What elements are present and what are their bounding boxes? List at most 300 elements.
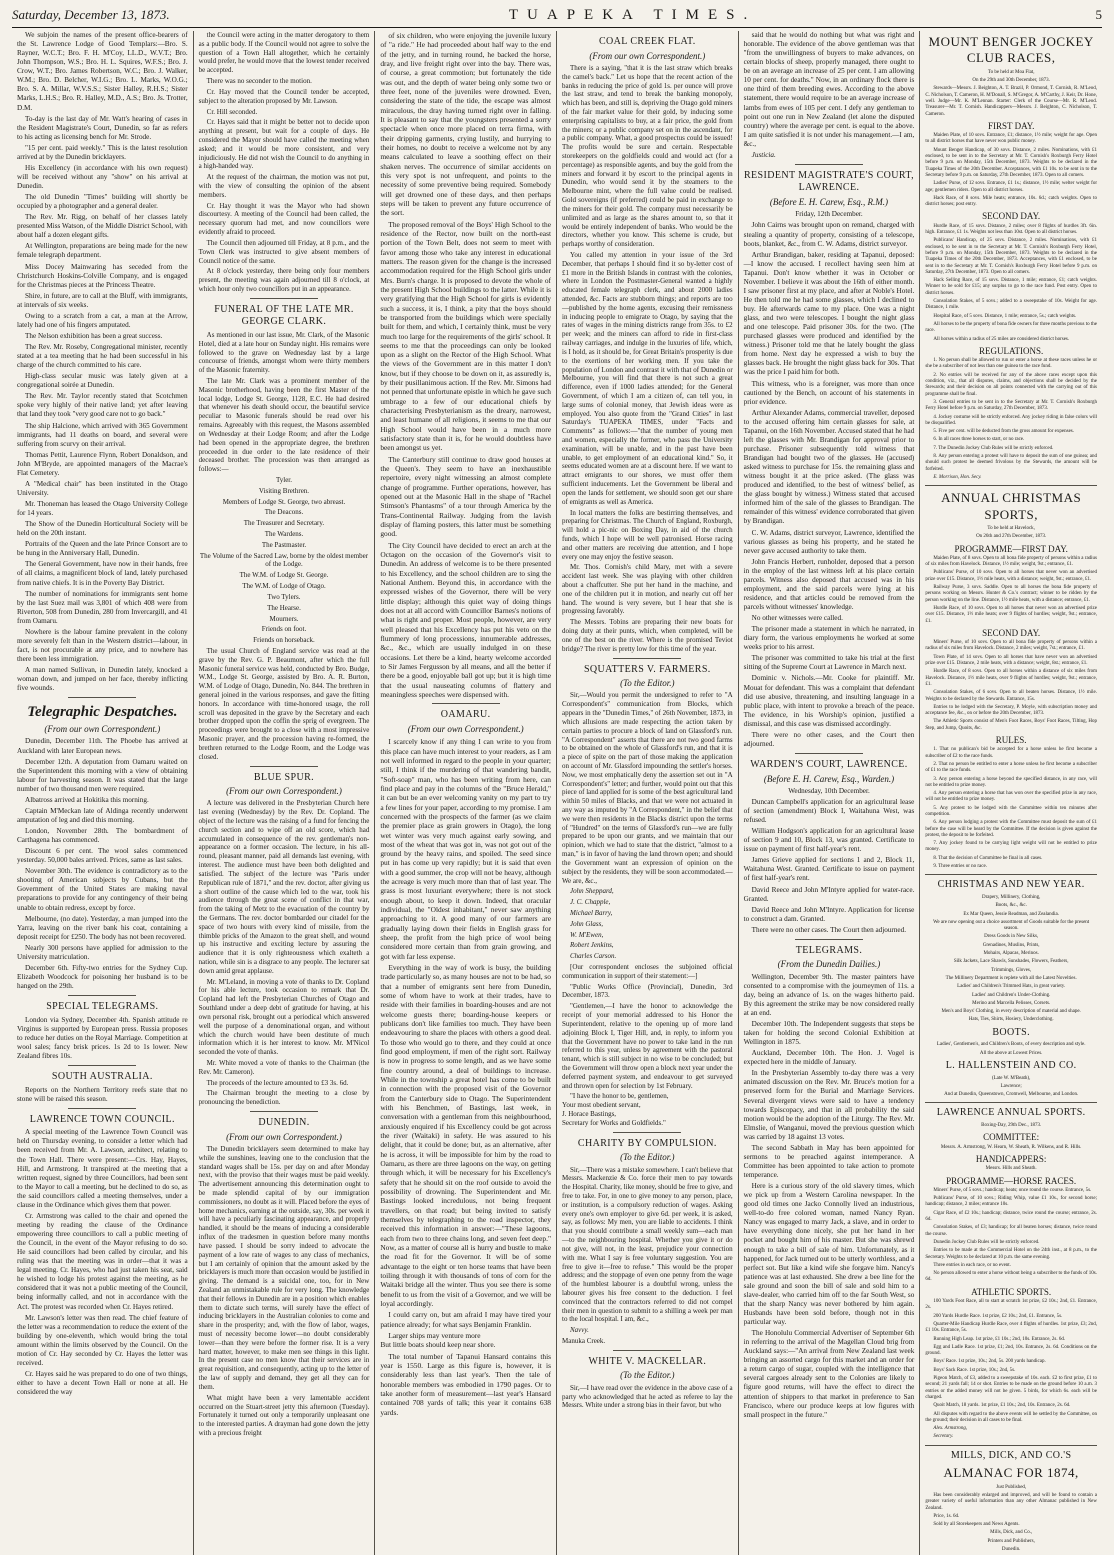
boots-lines	[925, 1042, 1097, 1057]
funeral-heading: FUNERAL OF THE LATE MR. GEORGE CLARK.	[214, 303, 354, 328]
goods-line: Merino and Marcella Pelisses, Corsets.	[972, 1000, 1051, 1006]
havelock-advert	[925, 490, 1097, 870]
coal-creek-heading: COAL CREEK FLAT.	[598, 36, 696, 47]
coal-creek	[562, 64, 733, 654]
athletic-entry: All disputes with regard to the above events will be settled by the Committee, on the ground; their decision in all cases to be final.	[925, 1411, 1097, 1423]
south-australia-heading: SOUTH AUSTRALIA.	[51, 1071, 153, 1082]
athletic-entry: 200 Yards Hurdle Race. 1st prize, £2 10s.; 2nd, £1. Entrance, 5s.	[933, 1313, 1063, 1319]
race-regulations-heading: REGULATIONS.	[979, 345, 1044, 356]
squatters-heading: SQUATTERS V. FARMERS.	[583, 663, 711, 675]
oamaru-paragraph: Everything in the way of work is busy, the building trade particularly so, as many houses are not to be had, so that a number of emigrants sent here from Dunedin, some of whom have to work at their trades, have to reside with their families in boarding-houses and are not welcome guests there; boarding-house keepers or publicans don't like families too much. They have been endeavouring to share the places with others a good deal. To those who would go to there, and they could at once find good employment, if men of the right sort. Railway is now in progress to some length, and as we have some fine country around, a deal of buildings to increase. While in the township a great hotel has come to be built in connection with the proposed visit of the Governor from the Canterbury side to Otago. The Superintendent with his Benchmen, of Bastings, last week, in conversation with a gentleman from this neighbourhood, anxiously enquired if his Excellency could be got across the river (Waitaki) in safety. He was assured to his delight, that it could be done; but, as an alternative, after he is across, it will be impossible for him by the road to Oamaru, as there are three lagoons on the way, on getting through which, it will be necessary for his Excellency's safety that he should sit on the roof outside to avoid the possibility of drowning. The Superintendent and Mr. Bastings looked incredulous, not being frequent travellers, on that road; but being invited to satisfy themselves by telegraphing to the road inspector, they received this information in answer:—"These lagoons, each from two to three chains long, and seven feet deep." Now, as a matter of course all is hurry and bustle to make the road fit for the Governor. It will be of some advantage to the eight or ten horse teams that have been toiling through it with thousands of tons of corn for the Waitaki bridge all the winter. Thus you see there is some benefit to us from the visit of a Governor, and we will be loyal accordingly.	[380, 963, 551, 1308]
havelock-rules-heading: RULES.	[995, 735, 1027, 745]
court-paragraph: C. W. Adams, district surveyor, Lawrence, identified the various glasses as being his property, and he stated he never gave accused authority to take them.	[743, 528, 915, 555]
white-mackellar-cont	[744, 31, 915, 149]
sports-committee: Messrs. A. Armstrong, W. Hearn, W. Sheath, R. Wilkens, and R. Hills.	[940, 1144, 1082, 1150]
programme-entry: Cigar Race, of £2 10s.; handicap; distance, twice round the course; entrance, 2s. 6d.	[925, 1210, 1097, 1223]
programme-entry: Three entries in each race, or no event.	[933, 1262, 1011, 1268]
athletic-entry: Egg and Ladle Race. 1st prize, £1; 2nd, 10s. Entrance, 2s. 6d. Conditions on the ground.	[925, 1344, 1097, 1357]
goods-line: Men's and Boys' Clothing, in every description of material and shape.	[941, 1009, 1081, 1015]
local-paragraph: Portraits of the Queen and the late Prince Consort are to be hung in the Anniversary Hall, Dunedin.	[17, 540, 188, 558]
race-entry: Maiden Plate, of 8 sovs. Open to all bona fide property of persons within a radius of six miles from Havelock. Distance, 1½ mile; weight, 9st.; entrance, £1.	[925, 555, 1097, 568]
procession-item: Friends on horseback.	[253, 636, 315, 645]
wardens-court	[744, 798, 915, 935]
local-paragraph: Mr. Thoneman has leased the Otago University College for 14 years.	[17, 500, 188, 518]
firm-place: Lawrence;	[1000, 1083, 1022, 1089]
white-mackellar-sub: (To the Editor.)	[620, 1370, 675, 1381]
funeral-text-2	[199, 647, 370, 762]
funeral-paragraph: The late Mr. Clark was a prominent member of the Masonic brotherhood, having been the first Master of the local lodge, Lodge St. George, 1128, E.C. He had desired that whenever his death should occur, the beautiful service peculiar to Masonic funerals should be read over his remains. Agreeably with this request, the Masons assembled on Wednesday at their Lodge Room; and after the Lodge had been opened in the appropriate degree, the brethren proceeded in due order to the late residence of their deceased brother. The procession was then arranged as follows:—	[198, 377, 370, 474]
athletic-entry: Quoit Match, 18 yards. 1st prize, £1 10s.; 2nd, 10s. Entrance, 2s. 6d.	[933, 1403, 1071, 1409]
squatters-sub: (To the Editor.)	[620, 678, 675, 689]
advert-line: Ladies', Gentlemen's, and Children's Boots, of every description and style.	[936, 1042, 1086, 1048]
coal-creek-paragraph: In local matters the folks are bestirring themselves, and preparing for Christmas. The Church of England, Roxburgh, will hold a pic-nic on Boxing Day, in aid of the church funds, which I hope will be well patronised. Horse racing and other matters are receiving due attention, and I hope every one may enjoy the festive season.	[562, 508, 733, 561]
local-paragraph: To-day is the last day of Mr. Watt's hearing of cases in the Resident Magistrate's Court, Dunedin, so far as refers to his acting as licensing bench for Mr. Strode.	[17, 114, 188, 141]
blue-spur-paragraph: Mr. M'Leland, in moving a vote of thanks to Dr. Copland for his able lecture, took occasion to remark that Dr. Copland had left the Presbyterian Churches of Otago and Southland under a deep debt of gratitude for having, at his own personal risk, brought out a periodical which answered well the purpose of a denominational organ, and without which the church would have been destitute of much information which it is her interest to know. Mr. M'Nicol seconded the vote of thanks.	[198, 977, 370, 1057]
race-venue: To be held at Moa Flat,	[987, 69, 1035, 75]
rule: 4. Any person entering a horse that has won over the specified prize in any race, will not be entitled to prize money.	[925, 791, 1097, 803]
council-paragraph: Cr. Hill seconded.	[206, 107, 258, 116]
court-paragraph: David Reece and John M'Intyre. Application for license to construct a dam. Granted.	[743, 905, 915, 923]
blue-spur-paragraph: A lecture was delivered in the Presbyterian Church here last evening (Wednesday) by the Rev. Dr. Copland. The object of the lecture was the raising of a fund for fencing the church section and to wipe off an old score, which had accumulated in consequence of the rev. gentleman's non-appearance on a former occasion. The lecture, in his all-round, pleasant manner, paid all demands last evening, with interest. The audience must have been both delighted and satisfied. The subject of the lecture was "Paris under Republican rule of 1871," and the rev. doctor, after giving us a short outline of the cause which led to the war, took his audience through the great scene of conflict in that war, from the taking of Metz to the evacuation of the country by the Germans. The rev. doctor bombarded our citadel for the space of two hours with every kind of missile, from the thimble pricks of the Amazon to the great shell, and wound up his instructive and exciting lecture by assuring the audience that it is only righteousness which exalteth a nation, while sin is a disgrace to any people. The lecturer sat down amid great applause.	[198, 799, 370, 975]
race-entry: Publicans' Purse, of 10 sovs. Open to all horses that never won an advertised prize over £15. Distance, 1½ mile heats, with a distance; weight, 9st.; entrance, £1.	[925, 570, 1097, 582]
race-entry: The Athletic Sports consist of Men's Foot Races, Boys' Foot Races, Tilting, Hop Step, and Jump, Quoits, &c.	[925, 719, 1097, 731]
race-entry: Mount Benger Handicap, of 30 sovs. Distance, 2 miles. Nominations, with £1 enclosed, to be sent in to the Secretary at Mr. T. Cornish's Roxburgh Ferry Hotel before 9 p.m. on Monday, 15th December, 1873. Weights to be declared in the Tuapeka Times of the 20th December. Acceptances, with £1 10s. to be sent in to the Secretary before 9 p.m. on Saturday, 27th December, 1873. Open to all comers.	[925, 147, 1097, 178]
dunedin-paragraph: What might have been a very lamentable accident occurred on the Stuart-street jetty this afternoon (Tuesday). Fortunately it turned out only a temporarily unpleasant one to the interested parties. A drayman had gone down the jetty with a precious freight	[198, 1393, 370, 1437]
note-paragraph: "Public Works Office (Provincial), Dunedin, 3rd December, 1873.	[562, 982, 733, 1000]
special-telegrams	[17, 1016, 188, 1061]
goods-line: Ladies' and Children's Under-Clothing.	[971, 992, 1051, 998]
dunedin-sub: (From our own Correspondent.)	[226, 1131, 342, 1142]
sports-advert	[925, 1107, 1097, 1440]
race-entry: Publicans' Handicap, of 25 sovs. Distance, 2 miles. Nominations, with £1 enclosed, to be sent in to the Secretary at Mr. T. Cornish's Roxburgh Ferry Hotel, before 9 p.m. on Monday, 15th December, 1873. Weights to be declared in the Tuapeka Times of the 20th December, 1873. Acceptances, with £1 enclosed, to be sent in to the Secretary at Mr. T. Cornish's Roxburgh Ferry Hotel before 9 p.m. on Saturday, 27th December, 1873. Open to all comers.	[925, 238, 1097, 275]
council-paragraph: Mr. Lawson's letter was then read. The chief feature of the letter was a recommendation to reduce the extent of the building by one-eleventh, which would bring the total amount within the limits observed by the Council. On the motion of Cr. Hay seconded by Cr. Hayes the letter was received.	[17, 1313, 188, 1367]
court-paragraph: The prisoner made a statement in which he narrated, in diary form, the various employments he worked at some weeks prior to his arrest.	[743, 625, 915, 652]
procession-item: Two Tylers.	[267, 592, 301, 601]
programme-entry: Consolation Stakes, of £3; handicap; for all beaten horses; distance, twice round the course.	[925, 1225, 1097, 1237]
athletic-heading: ATHLETIC SPORTS.	[971, 1286, 1052, 1297]
white-mackellar-heading: WHITE V. MACKELLAR.	[588, 1355, 707, 1367]
athletic-signature: Alex. Armstrong,	[933, 1426, 968, 1432]
sports-date: Boxing-Day, 29th Dec., 1873.	[981, 1122, 1042, 1128]
charity-paragraph: Sir,—There was a mistake somewhere. I can't believe that Messrs. Mackenzie & Co. force their men to pay towards the Hospital. Charity, like money, should be free to give, and free to take. For, in one to give money to any person, place, or institution, is a compulsory reduction of wages. Asking every one's own employer to give 6d. per week, it is asked, say, as follows: My men, you are liable to accidents. I think that you should contribute a small weekly sum—each man—to the neighbouring hospital. Whether you give it or do not give, will not, in the least, prejudice your connection with me. What I say is free voluntary suggestion. You are free to give it—free to refuse." This would be the proper address; and the stoppage of even one penny from the wage of the humblest labourer is a doubtful wrong, unless the labourer gives his free consent to the deduction. I feel convinced that the contractors referred to did not compel their men in question to submit to a shilling a week per man to the local hospital. I am, &c.,	[562, 1165, 733, 1324]
almanac-heading: ALMANAC FOR 1874,	[943, 1465, 1079, 1481]
athletic-signature-title: Secretary.	[933, 1434, 954, 1440]
telegram-paragraph: Wellington, December 9th. The master painters have consented to a compromise with the journeymen of 11s. a day, being an advance of 1s. on the wages hitherto paid. By this agreement the strike may be now considered really at an end.	[743, 972, 915, 1017]
white-mackellar	[562, 1384, 733, 1410]
local-paragraph: A man named Sullivan, in Dunedin lately, knocked a woman down, and jumped on her face, thereby inflicting five wounds.	[17, 666, 188, 693]
despatch-paragraph: November 30th. The evidence is contradictory as to the shooting of American subjects by Cubans, but the Government of the United States are making naval preparations to provide for any contingency of their being unable to obtain redress, except by force.	[17, 867, 188, 912]
local-paragraph: A "Medical chair" has been instituted in the Otago University.	[17, 479, 188, 497]
almanac-sub: Just Published,	[996, 1484, 1027, 1490]
rule: 7. Any jockey found to be carrying light weight will not be entitled to prize money.	[925, 841, 1097, 853]
procession-item: The Treasurer and Secretary.	[243, 519, 325, 528]
letter-paragraph: said that he would do nothing but what was right and honorable. The evidence of the above gentleman was that "from the unwillingness of buyers to make advances, on certain blocks of sheep, properly managed, there ought to be on an average an increase of 25 per cent. I am allowing 10 per cent. for deaths." Now, in an ordinary flock there is one third of them breeding ewes. According to the above statement, there would require to be an average increase of lambs from ewes of 105 per cent. I defy any gentleman to point out one run in New Zealand (let alone the disputed country) where the average per cent. is equal to the above. I am quite satisfied it is not under his management.—I am, &c.,	[743, 31, 915, 148]
dunedin	[199, 1145, 370, 1438]
signature: John Sheppard,	[570, 887, 614, 896]
court-paragraph: There were no other cases. The Court then adjourned.	[751, 925, 906, 934]
race-advert	[925, 34, 1097, 481]
havelock-programme: PROGRAMME—FIRST DAY.	[954, 543, 1068, 554]
regulation: 4. Jockey costume will be strictly enforced. Any jockey riding in false colors will be disqualified.	[925, 414, 1097, 426]
local-paragraph: The Rev. Mr. Rigg, on behalf of her classes lately presented Miss Watson, of the Middle District School, with about half a dozen elegant gifts.	[17, 213, 188, 240]
local-paragraph: The General Government, have now in their hands, free of all claims, a magnificent block of land, lately purchased from native chiefs. It is in the Poverty Bay District.	[17, 560, 188, 587]
editor-note	[562, 963, 733, 1128]
dunedin-paragraph: The Canterbury still continue to draw good houses at the Queen's. They seem to have an inexhaustible repertoire, every night witnessing an almost complete change of programme. Further operations, however, has opened out at the Masonic Hall in the shape of "Rachel Stimson's Phantasms" of a tour through America by the Trans-Continental Railway. Judging from the lavish display of flaming posters, this latter must be something good.	[380, 454, 551, 539]
masthead-title: TUAPEKA TIMES.	[508, 7, 757, 23]
oamaru-paragraph: I could carry on, but am afraid I may have tired your patience already; for what says Benjamin Franklin.	[380, 1310, 551, 1329]
regulation: 5. Five per cent. will be deducted from the gross amount for expenses.	[933, 429, 1074, 435]
race-entry: Ladies' Purse, of 12 sovs. Entrance, £1 1s.; distance, 1½ mile; welter weight for age; gentlemen riders. Open to all district horses.	[925, 181, 1097, 193]
dunedin-paragraph: The City Council have decided to erect an arch at the Octagon on the occasion of the Governor's visit to Dunedin. An address of welcome is to be there presented to his Excellency, and the school children are to sing the National Anthem. Beyond this, in accordance with the expressed wishes of the Governor, there will be very little display; although this quiet way of doing things does not at all accord with Councillor Barnes's notions of what is right and proper. Most people, however, are very well pleased that his Excellency has put his veto on the flummery of long processions, innumerable addresses, &c., &c., which are usually indulged in on these occasions. Let there be a kind, hearty welcome accorded to Sir James Fergusson by all means, and all the better if there be a good, enjoyable ball got up; but it is high time that the usual nauseating columns of flattery and meaningless speeches were dispensed with.	[380, 540, 551, 699]
rule: 5. Any protest to be lodged with the Committee within ten minutes after competition.	[925, 805, 1097, 817]
funeral-paragraph: As mentioned in our last issue, Mr. Clark, of the Masonic Hotel, died at a late hour on Sunday night. His remains were followed to the grave on Wednesday last by a large concourse of friends, amongst whom were thirty members of the Masonic fraternity.	[198, 330, 370, 375]
havelock-first-list	[925, 556, 1097, 625]
programme-entry: No person allowed to enter a horse without being a subscriber to the funds of 10s. 6d.	[925, 1271, 1097, 1283]
oamaru-sub: (From our own Correspondent.)	[407, 723, 524, 734]
blue-spur-paragraph: The Chairman brought the meeting to a close by pronouncing the benediction.	[198, 1089, 370, 1107]
column-3	[375, 31, 557, 1555]
rule: 1. That no publican's bid be accepted for a horse unless he first become a subscriber of £2 to the race funds.	[925, 747, 1097, 759]
race-second-day: SECOND DAY.	[982, 211, 1041, 222]
race-entry: Town Plate, of 14 sovs. Open to all horses that have never won an advertised prize over £15. Distance, 2 mile heats, with a distance; weight, 8st.; entrance, £1.	[925, 654, 1097, 667]
squatters	[562, 691, 733, 885]
columns	[12, 31, 1102, 1553]
race-entry: Hack Race, of 8 sovs. Mile heats; entrance, 10s. 6d.; catch weights. Open to district horses; post entry.	[925, 195, 1097, 208]
race-regulations	[925, 358, 1097, 473]
column-5	[739, 31, 921, 1555]
local-paragraph: The Rev. Mr. Roseby, Congregational minister, recently stated at a tea meeting that he had been successful in his charge of the church committed to his care.	[17, 343, 188, 370]
oamaru-heading: OAMARU.	[440, 709, 491, 721]
race-entry: Hurdle Race, of 10 sovs. Open to all horses that never won an advertised prize over £15. Distance, 1½ mile heats; over 9 flights of hurdles; weight, 9st.; entrance, £1.	[925, 605, 1097, 624]
charity-place: Manuka Creek.	[562, 1337, 606, 1346]
court-paragraph: This witness, who is a foreigner, was more than once cautioned by the Bench, on account of his statements in prior evidence.	[743, 379, 915, 406]
coal-creek-paragraph: There is a saying, "that it is the last straw which breaks the camel's back." Let us hope that the recent action of the banks in reducing the price of gold 1s. per ounce will prove the last straw, and tend to break the banking monopoly, which has been, and still is, depriving the Otago gold miners of the fair market value for their gold, by inducing some enterprising capitalists to buy, at a fair price, the gold from the miners; or a public company set on in the ascendant, for a public company. What, a good prospectus could be issued! The profits would be sure and certain. Respectable storekeepers on the goldfields could and would act (for a percentage) as responsible agents, and buy the gold from the miners and forward it by escort to the principal agents in Dunedin, who would send it by the steamers to the Melbourne mint, where the full value could be realised. Gold sovereigns (if preferred) could be paid in exchange to the miners for their gold. The company must necessarily be unlimited and as large as the shares amount to, so that it would be entirely independent of banks. Who would be the directors, whether you know. This scheme is crude, but perhaps worthy of consideration.	[562, 63, 733, 249]
almanac-line: Price, 1s. 6d.	[933, 1513, 960, 1519]
dunedin-heading: DUNEDIN.	[258, 1117, 310, 1129]
council-paragraph: Cr. Hay thought it was the Mayor who had shown discourtesy. A meeting of the Council had been called, the necessary quorum had met, and now councillors were evidently afraid to proceed.	[198, 201, 370, 237]
rule: 6. Any person lodging a protest with the Committee must deposit the sum of £1 before the case will be heard by the Committee. If the decision is given against the protest, the deposit to be forfeited.	[925, 820, 1097, 838]
procession-item: Friends on foot.	[261, 625, 307, 634]
race-entry: Miners' Purse, of 10 sovs. Open to all bona fide property of persons within a radius of six miles from Havelock. Distance, 2 miles; weight, 7st.; entrance, £1.	[925, 640, 1097, 652]
court-paragraph: Dominic v. Nichols.—Mr. Cooke for plaintiff. Mr. Mouat for defendant. This was a complaint that defendant did use abusive, threatening, and insulting language in a public place, with intent to provoke a breach of the peace. The evidence, in his Worship's opinion, justified a dismissal, and this case was dismissed accordingly.	[743, 674, 915, 728]
court-paragraph: John Cairns was brought upon on remand, charged with stealing a quantity of property, consisting of a telescope, boots, blanket, &c., from C. W. Adams, district surveyor.	[743, 221, 915, 248]
telegrams	[744, 973, 915, 1420]
squatters-signatures	[562, 887, 733, 961]
almanac-line: Has been considerably enlarged and improved, and will be found to contain a greater variety of useful information than any other Almanac published in New Zealand.	[925, 1492, 1097, 1511]
goods-line: Hats, Ties, Shirts, Hosiery, Underclothing.	[968, 1017, 1054, 1023]
signature: Robert Jenkins,	[570, 941, 614, 950]
court-paragraph: Duncan Campbell's application for an agricultural lease of section (amendment) Block I, Waitahuna West, was refused.	[743, 797, 915, 825]
race-first-day: FIRST DAY.	[987, 120, 1035, 131]
council-paragraph: Cr. Armstrong was called to the chair and opened the meeting by reading the clause of the Ordinance empowering three councillors to call a public meeting of the Council, in the event of the Mayor refusing to do so. He said councillors had been called by circular, and his ruling was that the meeting was in order—that it was a legal meeting. Cr. Hayes, who had just taken his seat, said he wished to lodge his protest against the meeting, as he considered that it was not a public meeting of the Council, being informally called, and not in accordance with the Act. The protest was recorded when Cr. Hayes retired.	[17, 1211, 188, 1311]
havelock-heading: ANNUAL CHRISTMAS SPORTS,	[941, 490, 1082, 522]
race-second-list	[925, 224, 1097, 343]
council-paragraph: At the request of the chairman, the motion was not put, with the view of consulting the opinion of the absent members.	[198, 173, 370, 199]
local-paragraph: Shire, in future, are to call at the Bluff, with immigrants, at intervals of six weeks.	[17, 291, 188, 309]
masthead	[12, 6, 1102, 28]
rule: 8. That the decision of Committee be final in all cases.	[933, 855, 1043, 861]
race-entry: Hospital Race, of 5 sovs. Distance, 1 mile; entrance, 5s.; catch weights.	[933, 313, 1077, 319]
rm-court-heading: RESIDENT MAGISTRATE'S COURT, LAWRENCE.	[743, 169, 915, 194]
local-paragraph: "15 per cent. paid weekly." This is the latest resolution arrived at by the Dunedin bricklayers.	[17, 143, 188, 161]
regulation: 1. No person shall be allowed to run or enter a horse at these races unless he or she be a subscriber of not less than one guinea to the race fund.	[925, 358, 1097, 370]
despatch-paragraph: Discount 6 per cent. The wool sales commenced yesterday. 50,000 bales arrived. Prices, same as last sales.	[17, 847, 188, 865]
council-paragraph: the Council were acting in the matter derogatory to them as a public body. If the Council would not agree to solve the question of a Town Hall altogether, which he certainly would prefer, he would move that the lowest tender received be accepted.	[198, 31, 370, 75]
programme-entry: Publicans' Purse, of 10 sovs.; Riding Whip, value £1 10s., for second horse; handicap; distance, 2 miles; entrance 10s.	[925, 1196, 1097, 1208]
blue-spur-sub: (From our own Correspondent.)	[226, 786, 342, 797]
column-6	[920, 31, 1102, 1555]
despatch-paragraph: Nearly 300 persons have applied for admission to the University matriculation.	[17, 943, 188, 961]
council-paragraph: At 8 o'clock yesterday, there being only four members present, the meeting was again adjourned till 8 o'clock, at which hour only two councillors put in an appearance.	[198, 267, 370, 293]
procession-list	[199, 476, 370, 645]
funeral-text	[199, 331, 370, 474]
firm-sub: (Late W. M'Beath),	[991, 1075, 1031, 1081]
telegrams-heading: TELEGRAMS.	[795, 944, 863, 956]
telegram-paragraph: Auckland, December 10th. The Hon. J. Vogel is expected here in the middle of January.	[743, 1049, 915, 1067]
blue-spur-paragraph: Mr. White moved a vote of thanks to the Chairman (the Rev. Mr. Cameron).	[198, 1058, 370, 1076]
race-entry: Hurdle Race, of 15 sovs. Distance, 2 miles; over 8 flights of hurdles 3ft. 6in. high. Entrance, £1 1s. Weights not less than 10st. Open to all district horses.	[925, 223, 1097, 236]
charity-signature: Navvy.	[570, 1326, 589, 1335]
procession-item: Members of Lodge St. George, two abreast.	[222, 497, 346, 506]
funeral-paragraph: The usual Church of England service was read at the grave by the Rev. G. P. Beaumont, after which the full Masonic funeral service was held, conducted by Bro. Budge, W.M., Lodge St. George, assisted by Bro. A. R. Burton, W.M. of Lodge of Otago, Dunedin, No. 844. The brethren in general joined in the various responses, and gave the fitting honors. In accordance with time-honored usage, the roll scroll was deposited in the grave by the Secretary and each brother dropped upon the coffin the sprig of evergreen. The proceedings were brought to a close with a most impressive Masonic prayer, and the procession having re-formed, the brethren returned to the Lodge Room, and the Lodge was closed.	[198, 646, 370, 761]
telegraphic-despatches-sub: (From our own Correspondent.)	[44, 724, 161, 735]
masthead-date: Saturday, December 13, 1873.	[12, 7, 170, 22]
procession-item: Tyler.	[275, 475, 293, 484]
local-paragraph: Thomas Pettit, Laurence Flynn, Robert Donaldson, and John M'Bryde, are appointed managers of the Macrae's Flat Cemetery.	[17, 450, 188, 477]
rm-court-date: Friday, 12th December.	[795, 210, 863, 219]
court-paragraph: David Reece and John M'Intyre applied for water-race. Granted.	[743, 885, 915, 903]
signature: W. M'Ewen,	[570, 930, 604, 939]
rm-court-sub: (Before E. H. Carew, Esq., R.M.)	[769, 197, 889, 208]
goods-line: Grenadines, Muslins, Prints,	[982, 942, 1040, 948]
local-paragraph: His Excellency (in accordance with his own request) will be received without any "show" on his arrival at Dunedin.	[17, 163, 188, 190]
dunedin-paragraph: The Dunedin bricklayers seem determined to make hay while the sunshines, leaving one to the conclusion that the standard wages shall be 15s. per day on and after Monday next, with the proviso that their wages must be paid weekly. The advertisement announcing this determination ought to be made splendid capital of by our immigration commissioners, no doubt as it will. Placed before the eyes of home mechanics, earning at the outside, say, 30s. per week it will have a peculiarly fascinating appearance, and properly handled, it should be the means of inducing a considerable influx of the tradesmen in question before many months have passed. I should be sorry indeed to advocate the payment of a low rate of wages to any class of mechanics, but I am certainly of opinion that the amount asked by the bricklayers is much more than occasion would be justified in giving. The demand is a suicidal one, too, for in New Zealand an unmistakable rule for very long. The knowledge that their fellows in Dunedin are in a position which enables them to dictate such terms, will surely have the effect of inducing bricklayers in the Australian colonies to come and share in the prosperity; and, with the flow of labor, wages, must of necessity become lower—no doubt considerably lower—than they were before the former rise. It is a very hard matter, however, to make men see things in this light. In the present case no men know that their services are in great requisition, and consequently, acting up to the letter of the law of supply and demand, they get all they can for them.	[198, 1144, 370, 1391]
race-entry: Entries to be lodged with the Secretary, P. Moyle, with subscription money and acceptance fee, &c., on or before the 20th December, 1873.	[925, 704, 1097, 717]
coal-creek-paragraph: You called my attention in your issue of the 3rd December, that perhaps I should find it so by-letter cost of £1 more in the British Islands in contrast with the colonies, where in London the Postmaster-General wanted a highly educated female telegraph clerk, and about 2000 ladies attended, &c. Facts are stubborn things; and reports are too—published by the home agents, excusing their remissness in inducing people to emigrate to Otago, by saying that the rates of wages in the mining districts range from 35s. to £2 per week; and the miners can afford to ride in first-class railway carriages, and indulge in the luxuries of life, which, is I hold, as it should be, for Great Britain's prosperity is due to the exertions of her working men. If you take the population of London and contrast it with that of Dunedin or Melbourne, you will find that there is not such a great difference, even if 1000 ladies attended; for the General Government, of which I am a citizen of, can tell you, in large sums of colonial money, that Jewish ideas were as employed. You also quote from the "Grand Cities" in last Saturday's TUAPEKA TIMES, under "Facts and Comments" as follows:—"that the number of young men and women, especially the former, who pass the University examination, will be unable, and in the past have been unable, to get employment of an educational kind." So, it seems educated women are at a discount here. If we want to attract emigrants to our shores, we must offer them sufficient inducements. Let the Government be liberal and open the lands for settlement, we should soon get our share of emigrants as well as America.	[562, 250, 733, 506]
local-paragraph: High-class secular music was lately given at a congregational soirée at Dunedin.	[17, 372, 188, 390]
local-paragraph: Nowhere is the labour famine prevalent in the colony more severely felt than in the Western district—labour, in fact, is not procurable at any price, and to nowhere has there been less immigration.	[17, 627, 188, 663]
local-paragraph: The number of nominations for immigrants sent home by the last Suez mail was 3,801 of which 408 were from Riverton, 508 from Dunedin, 280 from Invercargill, and 41 from Oamaru.	[17, 589, 188, 625]
council-paragraph: Cr. Hayes said that it might be better not to decide upon anything at present, but wait for a couple of days. He considered the Mayor should have called the meeting when asked; and it would be more consistent, and very injudiciously. He did not wish the Council to do anything in a high-handed way.	[198, 118, 370, 171]
havelock-rules	[925, 747, 1097, 870]
procession-item: The Wardens.	[264, 530, 304, 538]
despatch-paragraph: December 12th. A deputation from Oamaru waited on the Superintendent this morning with a view of obtaining labour for harvesting season. It was stated that the large number of two thousand men were required.	[17, 757, 188, 793]
almanac-signature: Mills, Dick, and Co.,	[990, 1530, 1033, 1536]
race-entry: Consolation Stakes, of 5 sovs.; added to a sweepstake of 10s. Weight for age. Distance, 1 mile.	[925, 299, 1097, 311]
race-dates: On the 29th and 30th December, 1873.	[972, 78, 1050, 84]
court-paragraph: There were no other cases, and the Court then adjourned.	[743, 730, 915, 748]
boots-heading: BOOTS.	[992, 1026, 1030, 1038]
firm-branches: And at Dunedin, Queenstown, Cromwell, Melbourne, and London.	[944, 1092, 1079, 1098]
local-paragraph: The ship Halcione, which arrived with 365 Government immigrants, had 11 deaths on board, and several were suffering from scurvy on their arrival.	[17, 421, 188, 448]
council-paragraph: There was no seconder to the motion.	[206, 77, 312, 86]
blue-spur	[199, 799, 370, 1107]
race-entry: Hack Selling Race, of 15 sovs. Distance, 1 mile; entrance, £1; catch weights. Winner to be sold for £15; any surplus to go to the race fund. Post entry. Open to district horses.	[925, 278, 1097, 296]
despatch-paragraph: London, November 28th. The bombardment of Carthagena has commenced.	[17, 827, 188, 845]
procession-item: The Deacons.	[264, 508, 304, 517]
court-paragraph: The prisoner was committed to take his trial at the first sitting of the Supreme Court at Lawrence in March next.	[743, 654, 915, 672]
procession-item: The W.M. of Lodge of Otago.	[242, 582, 326, 591]
athletic-list	[925, 1299, 1097, 1424]
regulation: 8. Any person entering a protest will have to deposit the sum of one guinea; and should such protest be deemed frivolous by the Stewards, the amount will be forfeited.	[925, 453, 1097, 472]
local-paragraph: The Nelson exhibition has been a great success.	[25, 331, 163, 340]
special-paragraph: London via Sydney, December 4th. Spanish attitude re Virginus is supported by European press. Russia proposes to reduce her duties on the Royal Marriage. Competition at wool sales; fancy brisk prices. 1s 2d to 1s lower. New Zealand fibres 10s.	[17, 1015, 188, 1060]
council-paragraph: Cr. Hayes said he was prepared to do one of two things, either to have a decent Town Hall or none at all. He considered the way	[17, 1369, 188, 1397]
procession-item: The Volume of the Sacred Law, borne by the oldest member of the Lodge.	[199, 551, 369, 569]
almanac-signature-3: Dunedin.	[1001, 1547, 1021, 1553]
christmas-lines	[925, 895, 1097, 932]
rm-court	[744, 221, 915, 749]
telegram-paragraph: The second Sabbath in May has been appointed for sermons to be preached against intemperance. A Committee has been appointed to take action to promote temperance.	[743, 1143, 915, 1180]
court-paragraph: No other witnesses were called.	[751, 614, 843, 623]
telegraphic-despatches	[17, 737, 188, 991]
local-paragraph: We subjoin the names of the present office-bearers of the St. Lawrence Lodge of Good Templars:—Bro. S. Rayner, W.C.T.; Bro. F. H. M'Coy, LL.D., W.V.T.; Bro. John Thompson, W.S.; Bro. H. L. Squires, W.F.S.; Bro. J. Crow, W.T.; Bro. James Robertson, W.C.; Bro. J. Walker, W.M.; Bro. D. Belcher, W.I.G.; Bro. L. Marks, W.O.G.; Bro. S. A. Millar, W.V.S.S.; Sister Halley, R.H.S.; Sister Marks, L.H.S.; Bro. R. Halley, M.D., A.S.; Bro. Js. Trotter, D.M.	[17, 31, 188, 112]
oamaru-paragraph: The total number of Tapanui Hansard contains this year is 1550. Large as this figure is, however, it is considerably less than last year's. Then the tale of honorable members was embodied in 1790 pages. Or to take another form of measurement—last year's Hansard contained 708 yards of talk; this year it contains 638 yards.	[380, 1351, 551, 1417]
race-entry: All horses to be the property of bona fide owners for three months previous to the race.	[925, 321, 1097, 334]
council-paragraph: Cr. Hay moved that the Council tender be accepted, subject to the alteration proposed by Mr. Lawson.	[198, 87, 370, 105]
coal-creek-paragraph: The Messrs. Tobins are preparing their new boats for doing duty at their punts, which, when completed, will be one of the best on the river. Where is the promised Teviot bridge? The river is pretty low for this time of the year.	[562, 618, 733, 653]
telegraphic-despatches-heading: Telegraphic Despatches.	[27, 704, 178, 721]
advert-line: Drapery, Millinery, Clothing,	[981, 894, 1041, 900]
telegram-paragraph: In the Presbyterian Assembly to-day there was a very animated discussion on the Rev. Mr. Bruce's motion for a preserved form for the Burial and Marriage Services. Several divergent views were said to have a tendency towards Episcopacy, and that in all probability the said motion would be the adoption of the Liturgy. The Rev. Mr. Elmslie, of Wanganui, moved the previous question which was carried by 18 against 13 votes.	[743, 1069, 915, 1141]
athletic-entry: Quarter-Mile Handicap Hurdle Race, over 4 flights of hurdles. 1st prize, £3; 2nd, £1 10s. Entrance, 5s.	[925, 1321, 1097, 1334]
advert-line: All the above at Lowest Prices.	[979, 1050, 1043, 1056]
drapery-advert	[925, 879, 1097, 1098]
court-paragraph: James Grieve applied for sections 1 and 2, Block 11, Waitahuna West. Granted. Certificate to issue on payment of first half-year's rent.	[743, 856, 915, 883]
race-first-list	[925, 133, 1097, 208]
oamaru-paragraph: I scarcely know if any thing I can write to you from this place can have much interest to your readers, as I am not well informed in regard to the people in your quarter; still, I think if the murdering of that wandering bandit, "Soft-soap" man, who has been writing from here, can find place and pay in the columns of the "Bruce Herald," it can but be an ever welcoming vanity on my part to try a few lines for your paper, according to my promise. I am concerned with the prospects of the farmer (as we claim the premier place as grain growers in Otago), the long wet winter was very much against early sowing, and most of the wheat that was got in, was not got out of the ground by the heavy rains, and spoiled. The seed since put in has come up very rapidly; but it is said that even with a good summer, the crop will not be heavy, although the acreage is very much more than that of last year. The grass is most luxuriant everywhere; there is not stock enough about, to keep it down. Indeed, that oracular individual, the "Oldest inhabitant," never saw anything approaching to it. A good many of our farmers are gradually laying down their fields in English grass for sheep, the profit from the high price of wool being considered more certain than from grain growing, and got with far less expense.	[380, 737, 551, 961]
goods-lines	[925, 934, 1097, 1023]
race-entry: Maiden Plate, of 10 sovs. Entrance, £1; distance, 1½ mile; weight for age. Open to all district horses that have never won public money.	[925, 133, 1097, 145]
sports-programme-heading: PROGRAMME—HORSE RACES.	[946, 1175, 1077, 1186]
programme-entry: Entries to be made at the Commercial Hotel on the 24th inst., at 8 p.m., to the Secretary. Weights to be declared at 10 p.m. the same evening.	[925, 1248, 1097, 1260]
town-council-heading: LAWRENCE TOWN COUNCIL.	[29, 1113, 175, 1125]
sa-paragraph: Reports on the Northern Territory reefs state that no stone will be raised this season.	[17, 1085, 188, 1103]
note-paragraph: "I have the honor to be, gentlemen, Your most obedient servant, J. Horace Bastings, Secretary for Works and Goldfields."	[562, 1092, 669, 1127]
charity-heading: CHARITY BY COMPULSION.	[577, 1137, 717, 1149]
court-paragraph: Arthur Alexander Adams, commercial traveller, deposed to the accused offering him certain glasses for sale, at Tapanui, on the 16th November. Accused stated that he had left the glasses with Mr. Brandigan for approval prior to purchase. Prisoner subsequently told witness that Brandigan had bought two of the glasses. He (accused) asked witness to purchase for 15s. the remaining glass and witness bought it at the price asked. (The glass was produced and identified, to the best of witness' belief, as the glass bought by witness.) Witness stated that accused informed him of the sale of the glasses to Brandigan. The remainder of this witness' evidence corroborated that given by Brandigan.	[743, 408, 915, 526]
local-paragraphs	[17, 31, 188, 693]
athletic-entry: Pigeon Match, of £3, added to a sweepstake of 10s. each. £2 to first prize, £1 to second; 21 yards fall; 14 or shot. Entries to be made on the ground before 10 a.m. 3 entries or the added money will not be given. 5 birds, for which 6s. each will be charged.	[925, 1376, 1097, 1400]
despatch-paragraph: Captain M'Meckan late of Aldinga recently underwent amputation of leg and died this morning.	[17, 806, 188, 824]
note-paragraph: [Our correspondent encloses the subjoined official communication in support of their statement:—]	[562, 963, 733, 980]
goods-line: Ladies' and Children's Trimmed Hats, in great variety.	[957, 984, 1066, 990]
despatch-paragraph: December 6th. Fifty-two entries for the Sydney Cup. Elizabeth Woodcock for poisoning her husband is to be hanged on the 29th.	[17, 963, 188, 991]
council-paragraph: The Council then adjourned till Friday, at 8 p.m., and the Town Clerk was instructed to give absent members of Council notice of the same.	[198, 238, 370, 265]
advert-line: We are now opening out a choice assortment of Goods suitable for the present season.	[933, 919, 1090, 932]
justicia-signature: Justicia.	[751, 150, 776, 159]
race-secretary: E. Morrison, Hon. Secy.	[933, 474, 982, 480]
oamaru	[380, 737, 551, 1417]
almanac-signature-2: Printers and Publishers,	[987, 1538, 1035, 1544]
council-paragraph: A special meeting of the Lawrence Town Council was held on Thursday evening, to consider a letter which had been received from Mr. A. Lawson, architect, relating to the Town Hall. There were present:—Crs. Hay, Hayes, Hill, and Armstrong. It transpired at the meeting that a written request, signed by three Councillors, had been sent to the Mayor to call a meeting, but he declined to do so, as the said councillors called a meeting themselves, under a clause in the Ordinance which gives them that power.	[17, 1128, 188, 1209]
telegram-paragraph: December 10th. The Independent suggests that steps be taken for holding the second Colonial Exhibition at Wellington in 1875.	[743, 1020, 915, 1047]
note-paragraph: "Gentlemen,—I have the honor to acknowledge the receipt of your memorial addressed to his Honor the Superintendent, relative to the opening up of more land adjoining Block I, Tiger Hill, and, in reply, to inform you that the Government have no power to take land in the run referred to this year, unless by agreement with the pastoral tenant, which is still subject in no wise to be concluded; but the Government will throw open a block next year under the deferred payment system, and endeavour to get surveyed and thrown open for selection by 1st February.	[562, 1002, 733, 1090]
signature: Michael Barry,	[570, 908, 613, 917]
regulation: 7. The Dunedin Jockey Club Rules will be strictly enforced.	[933, 445, 1054, 451]
goods-line: Silk Jackets, Lace Shawls, Sunshades, Flowers, Feathers,	[953, 959, 1069, 965]
goods-line: Mohairs, Alpacas, Merinos.	[983, 951, 1039, 957]
column-1	[12, 31, 194, 1555]
column-2	[194, 31, 376, 1555]
race-entry: Hurdle Race, of 8 sovs. Open to all horses within a distance of six miles from Havelock. Distance, 1½ mile heats, over 9 flights of hurdles; weight, 9st.; entrance, £1.	[925, 669, 1097, 687]
athletic-entry: Boys' Sack Race. 1st prize, 10s.; 2nd, 5s.	[933, 1367, 1016, 1373]
procession-item: Visiting Brethren.	[258, 486, 310, 495]
advert-line: Ex Mar Queen, Jessie Readman, and Zealandia.	[963, 911, 1059, 917]
coal-creek-paragraph: Mr. Thos. Cornish's child Mary, met with a severe accident last week. She was playing with other children about a chaffcutter. She put her hand in the machine, and one of the children put it in motion, and nearly cut off her hand. The wound is very severe, but I hear that she is progressing favorably.	[562, 563, 733, 616]
despatch-paragraph: Melbourne, (no date). Yesterday, a man jumped into the Yarra, leaving on the river bank his coat, containing a deposit receipt for £250. The body has not been recovered.	[17, 914, 188, 941]
telegram-paragraph: Here is a curious story of the old slavery times, which we pick up from a Western Carolina newspaper. In the good old times one Jacko Connolly lived an industrious, well-to-do free colored woman, named Nancy Ryan. Nancy was engaged to marry Jack, a slave, and in order to have everything done nicely, she put her hand in her pocket and bought him of his master. But she was shrewd enough to take a bill of sale of him. Unfortunately, as it happened, for Jack turned out to be utterly worthless, and a perfect sot. But like a kind wife she forgave him. Nancy's patience was at last exhausted. She drew a bee line for the sale ground and soon the bill of sale and sold him to a slave-dealer, who carried him off to the far South West, so that the sharp Nancy was never bothered by him again. Husbands have been sold before, though not in this particular way.	[743, 1182, 915, 1327]
coal-creek-sub: (From our own Correspondent.)	[589, 50, 706, 61]
procession-item: Mourners.	[269, 614, 299, 623]
telegrams-sub: (From the Dunedin Dailies.)	[777, 959, 881, 970]
despatch-paragraph: Dunedin, December 11th. The Phoebe has arrived at Auckland with later European news.	[17, 737, 188, 755]
local-paragraph: Miss Docey Mainwaring has seceded from the Christchurch Hoskins-Colville Company, and is engaged for the Christmas pieces at the Princess Theatre.	[17, 262, 188, 289]
blue-spur-paragraph: The proceeds of the lecture amounted to £3 3s. 6d.	[206, 1078, 349, 1087]
telegram-paragraph: The Honolulu Commercial Advertiser of September 6th in referring to the arrival of the Magellan Cloud brig from Auckland says:—"An arrival from New Zealand last week bringing an assorted cargo for this market and an order for a return cargo of sugar, coupled with the intelligence that several cargoes already sent to the Colonies are likely to figure good returns, will have the effect to direct the attention of shippers to that market in preference to San Francisco, where our produce keeps at low figures with small prospect in the future."	[743, 1329, 915, 1419]
squatters-paragraph: Sir,—Would you permit the undersigned to refer to "A Correspondent's" communication from Blocks, which appears in the "Dunedin Times," of 26th November, 1873, in which allusions are made respecting the action taken by certain parties to procure a block of land on Glassford's run. "A Correspondent" asserts that there are not two good farms to be obtained on the whole of Glassford's run, and that it is a piece of spite on the part of those making the application on account of Mr. Glassford impounding the settler's horses. Now, we most emphatically deny the assertion set out in "A Correspondent's" letter; and further, would point out that this piece of land applied for is some of the best agricultural land within 50 miles of Blacks, and that we were not actuated in any way as imputed by "A Correspondent," in the belief that we were then residents in the Blacks district upon the terms of "Hundred" on the terms of Glassford's run—we are fully prepared to be upon our grants, and we maintain that our opinion, which we had to state that the district, "almost to a man," is in favor of having the land thrown open; and should the Government want an expression of opinion on the subject by the residents, they will be soon accommodated.—We are, &c.,	[562, 691, 733, 885]
sports-handicapper-heading: HANDICAPPERS:	[975, 1153, 1047, 1164]
letter-paragraph: Sir,—I have read over the evidence in the above case of a party who acknowledged that he acted as referee to lay the Messrs. White under a strong bias in their favor, but who	[562, 1383, 733, 1410]
race-entry: All horses within a radius of 25 miles are considered district horses.	[933, 336, 1070, 342]
oamaru-paragraph: Larger ships may venture more But little boats should keep near shore.	[380, 1330, 496, 1350]
havelock-second-day: SECOND DAY.	[982, 627, 1041, 638]
wardens-court-date: Wednesday, 10th December.	[788, 786, 870, 795]
blue-spur-heading: BLUE SPUR.	[253, 771, 315, 783]
sports-handicapper: Messrs. Hills and Sheath.	[985, 1166, 1037, 1172]
athletic-entry: 100 Yards Foot Race, all to start at scratch 1st prize, £2 10s.; 2nd, £1. Entrance, 2s.	[925, 1299, 1097, 1311]
procession-item: The Pastmaster.	[261, 540, 307, 549]
race-heading: MOUNT BENGER JOCKEY CLUB RACES,	[928, 34, 1094, 66]
dunedin-paragraph: The proposed removal of the Boys' High School to the residence of the Rector, now built on the north-east portion of the Town Belt, does not seem to meet with favor among those who take any interest in educational matters. The reason given for the change is the increased accommodation required for the High School girls under Mrs. Burn's charge. It is proposed to devote the whole of the present High School buildings to the latter. While it is very gratifying that the High School for girls is evidently such a success, it is, I think, a pity that the boys should be transported from the buildings which were specially built for them, and which, I certainly think, must be very much too large for the requirements of the girls' school. It seems to me that the proceedings can only be looked upon as a slight on the Rector of the High School. What the views of the Government are in this matter I don't know, but if they choose to be down on it, as assuredly is, by their pusillanimous action. If the Rev. Mr. Simons had not penned that unfortunate epistle in which he gave such umbrage to a few of our educational chiefs by characterising Presbyterianism as the dreary, narrowest, and least humane of all religions, it seems to me that our High School would have been in a much more satisfactory state than it is, for he would doubtless have been amongst us yet.	[380, 219, 551, 453]
south-australia	[17, 1086, 188, 1104]
rule: 9. Three entries or no race.	[933, 864, 987, 870]
column-4	[557, 31, 739, 1555]
despatch-paragraph: Albatross arrived at Hokitika this morning.	[25, 795, 149, 804]
town-council-cont	[199, 31, 370, 294]
sports-programme	[925, 1188, 1097, 1284]
dunedin-paragraph: of six children, who were enjoying the juvenile luxury of "a ride." He had proceeded about half way to the end of the jetty, and in turning round, he backed the horse, dray, and live freight right over into the bay. There was, of course, a great commotion; but fortunately the tide was out, and the depth of water being only some two or three feet, none of the juveniles were drowned. Even, considering the state of the tide, the escape was almost miraculous, the dray having turned right over in falling. It is pleasant to say that the youngsters presented a sorry spectacle when once more placed on terra firma, with their dripping garments, crying lustily, and hurrying to their homes, no doubt to receive a welcome not by any means calculated to leave a soothing effect on their shaken nerves. The occurrence of similar accidents on this very spot is not unfrequent, and points to the necessity of some preventive being required. Somebody will get drowned one of these days, and then perhaps steps will be taken to prevent any future occurrence of the sort.	[380, 31, 551, 218]
dunedin-cont	[380, 31, 551, 699]
rule: 3. Any person entering a horse beyond the specified distance, in any race, will not be entitled to prize money.	[925, 776, 1097, 788]
court-paragraph: John Francis Herbert, runholder, deposed that a person in the employ of the last witness left at his place certain parcels. Witness also deposed that accused was in his employment, and the said parcels were lying at his residence, and that articles could be removed from the parcels without witnesses' knowledge.	[743, 557, 915, 612]
special-telegrams-heading: SPECIAL TELEGRAMS.	[46, 1001, 159, 1013]
wardens-court-heading: WARDEN'S COURT, LAWRENCE.	[750, 758, 908, 770]
signature: J. C. Chapple,	[570, 898, 611, 907]
regulation: 6. In all races three horses to start, or no race.	[933, 437, 1025, 443]
havelock-dates: On 26th and 27th December, 1873.	[976, 534, 1047, 540]
regulation: 3. General entries to be sent in to the Secretary at Mr. T. Cornish's Roxburgh Ferry Hotel before 9 p.m. on Saturday, 27th December, 1873.	[925, 399, 1097, 412]
goods-line: Trimmings, Gloves,	[991, 967, 1032, 973]
court-paragraph: Arthur Brandigan, baker, residing at Tapanui, deposed:—I know the accused. I recollect having seen him at Tapanui. Don't know whether it was in October or November. I believe it was about the 16th of either month. I saw prisoner first at my place, and after at Noble's Hotel. He then told me he had some glasses, which I declined to buy. He afterwards came to my place. One was a night glass, and two were telescopes. I bought the night glass and one telescope. Paid prisoner 30s. for the two. (The purchased glasses were produced and identified by the witness.) Prisoner told me that he lately bought the glass from home. Next day he expressed a wish to buy the glasses back. He brought the night glass back for 30s. That was the price I paid him for both.	[743, 250, 915, 377]
local-paragraph: Owing to a scratch from a cat, a man at the Arrow, lately had one of his fingers amputated.	[17, 311, 188, 329]
athletic-entry: Running High Leap. 1st prize, £1 10s.; 2nd, 10s. Entrance, 2s. 6d.	[933, 1336, 1066, 1342]
signature: Charles Carson.	[570, 952, 617, 961]
havelock-venue: To be held at Havelock,	[987, 525, 1035, 531]
page-number: 5	[1095, 7, 1102, 22]
local-paragraph: The Rev. Mr. Taylor recently stated that Scotchmen spoke very highly of their native land; yet after leaving that land they took "very good care not to go back."	[17, 392, 188, 419]
charity-sub: (To the Editor.)	[620, 1152, 675, 1163]
almanac-line: Sold by all Storekeepers and News Agents.	[933, 1522, 1020, 1528]
regulation: 2. No entries will be received for any of the above races except upon this condition, viz., that all disputes, claims, and objections shall be decided by the Stewards; and their decision on all points connected with the carrying out of this programme shall be final.	[925, 372, 1097, 397]
local-paragraph: The Show of the Dunedin Horticultural Society will be held on the 20th instant.	[17, 520, 188, 538]
rule: 2. That no person be entitled to enter a horse unless he first become a subscriber of £1 to the race funds.	[925, 761, 1097, 774]
havelock-second-list	[925, 640, 1097, 732]
procession-item: The W.M. of Lodge St. George.	[239, 571, 329, 580]
sports-committee-heading: COMMITTEE:	[983, 1132, 1040, 1143]
athletic-entry: Boys' Race. 1st prize, 10s.; 2nd, 5s. 200 yards handicap.	[933, 1359, 1046, 1365]
almanac-lines	[925, 1493, 1097, 1528]
